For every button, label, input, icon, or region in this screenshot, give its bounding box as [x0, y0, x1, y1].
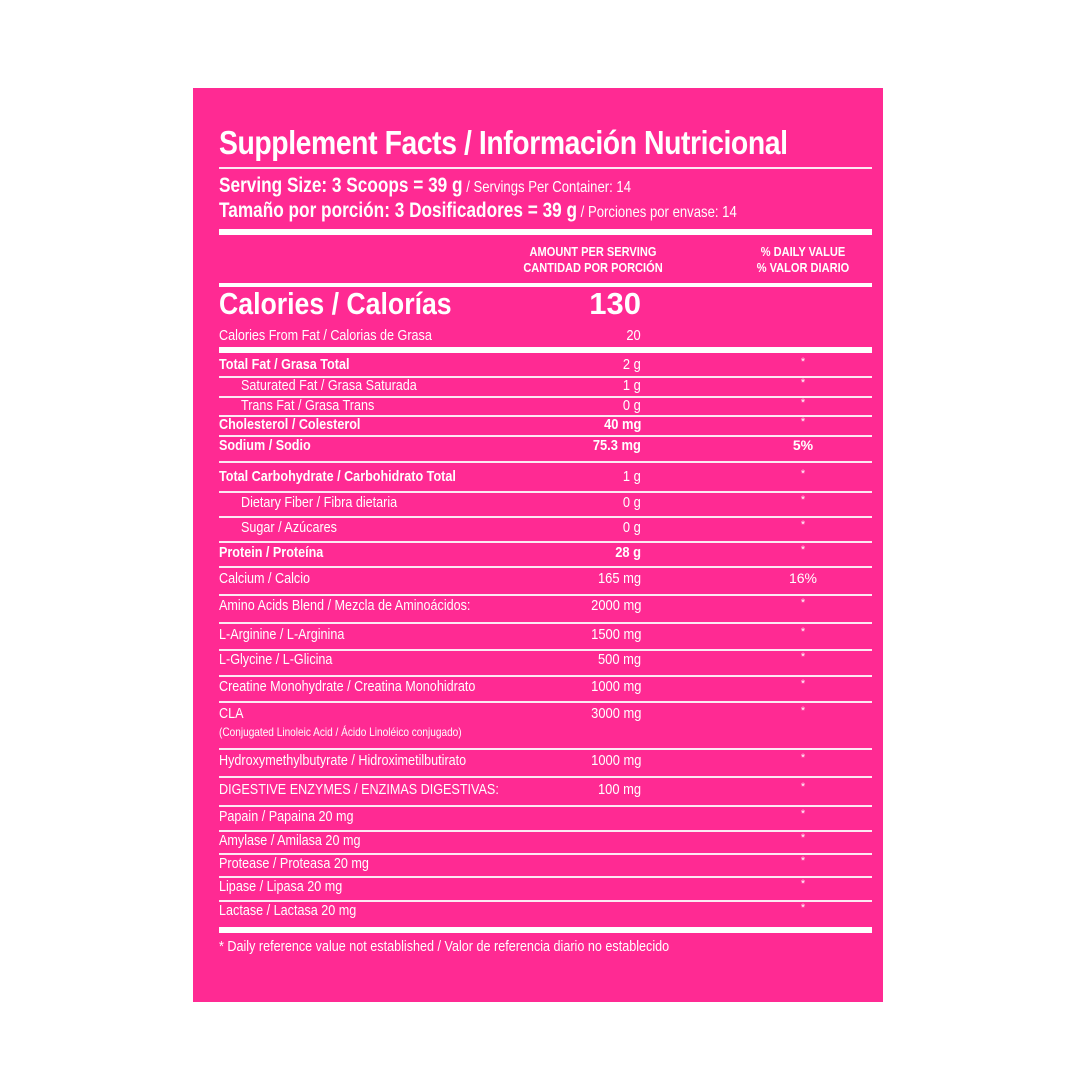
nutrient-label: Trans Fat / Grasa Trans — [241, 397, 375, 414]
nutrient-row-papain — [193, 808, 883, 828]
nutrient-daily-value: * — [800, 651, 806, 663]
nutrient-label: Sugar / Azúcares — [241, 519, 337, 536]
divider — [219, 167, 872, 169]
servings-per-container-es: / Porciones por envase: 14 — [577, 204, 737, 221]
nutrient-row-digestive-enzymes — [193, 781, 883, 801]
calories-label: Calories / Calorías — [219, 286, 452, 321]
serving-size-en — [219, 174, 631, 198]
label-title: Supplement Facts / Información Nutricional — [219, 124, 788, 161]
column-header-dv-en: % DAILY VALUE — [760, 244, 846, 259]
divider — [219, 622, 872, 624]
nutrient-label: L-Glycine / L-Glicina — [219, 651, 333, 668]
divider — [219, 675, 872, 677]
nutrient-row-dietary-fiber — [193, 494, 883, 514]
column-header-daily-value — [718, 244, 888, 276]
nutrient-row-trans-fat — [193, 397, 883, 417]
nutrient-label: Total Carbohydrate / Carbohidrato Total — [219, 468, 456, 485]
nutrient-label: Creatine Monohydrate / Creatina Monohidrato — [219, 678, 476, 695]
nutrient-daily-value: * — [800, 705, 806, 717]
divider — [219, 805, 872, 807]
divider — [219, 594, 872, 596]
nutrient-label: Sodium / Sodio — [219, 437, 311, 454]
serving-size-es — [219, 199, 737, 223]
divider — [219, 516, 872, 518]
nutrient-amount: 500 mg — [597, 651, 641, 668]
nutrient-daily-value: * — [800, 544, 806, 556]
nutrient-row-lactase — [193, 902, 883, 922]
column-header-amount-en: AMOUNT PER SERVING — [529, 244, 657, 259]
nutrient-daily-value: * — [800, 356, 806, 368]
nutrient-row-l-arginine — [193, 626, 883, 646]
nutrient-row-cholesterol — [193, 416, 883, 436]
nutrient-daily-value: * — [800, 902, 806, 914]
nutrient-amount: 100 mg — [597, 781, 641, 798]
serving-size-es-main: Tamaño por porción: 3 Dosificadores = 39 g — [219, 199, 578, 222]
column-header-amount-es: CANTIDAD POR PORCIÓN — [523, 260, 663, 275]
nutrient-amount: 1000 mg — [590, 752, 641, 769]
calories-from-fat-label: Calories From Fat / Calorias de Grasa — [219, 327, 432, 344]
nutrient-row-creatine-monohydrate — [193, 678, 883, 698]
divider-thick — [219, 927, 872, 933]
nutrient-daily-value: * — [800, 416, 806, 428]
calories-from-fat-value: 20 — [626, 327, 641, 344]
nutrient-sublabel: (Conjugated Linoleic Acid / Ácido Linoléico conjugado) — [219, 725, 462, 739]
nutrient-row-sugar — [193, 519, 883, 539]
nutrient-daily-value: * — [800, 626, 806, 638]
nutrient-label: Hydroxymethylbutyrate / Hidroximetilbutirato — [219, 752, 467, 769]
divider — [219, 461, 872, 463]
nutrient-amount: 1 g — [623, 377, 641, 394]
column-header-amount — [508, 244, 678, 276]
nutrient-amount: 165 mg — [597, 570, 641, 587]
divider — [219, 491, 872, 493]
nutrient-row-protease — [193, 855, 883, 875]
nutrient-amount: 1 g — [623, 468, 641, 485]
nutrient-label: Cholesterol / Colesterol — [219, 416, 361, 433]
nutrient-label: Total Fat / Grasa Total — [219, 356, 350, 373]
nutrient-daily-value: * — [800, 855, 806, 867]
nutrient-label: DIGESTIVE ENZYMES / ENZIMAS DIGESTIVAS: — [219, 781, 499, 798]
divider — [219, 566, 872, 568]
nutrient-label: Lipase / Lipasa 20 mg — [219, 878, 343, 895]
nutrient-amount: 2 g — [623, 356, 641, 373]
nutrient-row-amino-acids-blend — [193, 597, 883, 617]
nutrient-label: CLA — [219, 705, 244, 722]
nutrient-amount: 3000 mg — [590, 705, 641, 722]
divider-thick — [219, 347, 872, 353]
calories-value: 130 — [589, 286, 641, 321]
column-header-dv-es: % VALOR DIARIO — [756, 260, 850, 275]
nutrient-daily-value: * — [800, 878, 806, 890]
nutrient-row-calcium — [193, 570, 883, 590]
nutrient-row-sodium — [193, 437, 883, 457]
nutrient-amount: 1500 mg — [590, 626, 641, 643]
serving-size-en-main: Serving Size: 3 Scoops = 39 g — [219, 174, 463, 197]
nutrient-row-total-carbohydrate — [193, 468, 883, 488]
nutrient-amount: 2000 mg — [590, 597, 641, 614]
nutrient-label: L-Arginine / L-Arginina — [219, 626, 345, 643]
nutrient-amount: 0 g — [623, 397, 641, 414]
nutrient-label: Papain / Papaina 20 mg — [219, 808, 354, 825]
calories-from-fat-row — [193, 327, 883, 347]
nutrient-row-total-fat — [193, 356, 883, 376]
nutrient-daily-value: * — [800, 468, 806, 480]
nutrient-label: Protease / Proteasa 20 mg — [219, 855, 369, 872]
divider — [219, 776, 872, 778]
nutrient-amount: 28 g — [615, 544, 641, 561]
divider — [219, 748, 872, 750]
nutrient-daily-value: * — [800, 494, 806, 506]
nutrient-row-l-glycine — [193, 651, 883, 671]
nutrient-amount: 0 g — [623, 494, 641, 511]
nutrient-daily-value: * — [800, 832, 806, 844]
nutrient-daily-value: * — [800, 597, 806, 609]
nutrient-label: Amylase / Amilasa 20 mg — [219, 832, 361, 849]
nutrient-label: Amino Acids Blend / Mezcla de Aminoácidos: — [219, 597, 471, 614]
nutrient-daily-value: 5% — [792, 437, 814, 453]
nutrient-label: Lactase / Lactasa 20 mg — [219, 902, 357, 919]
nutrient-row-cla — [193, 705, 883, 745]
nutrient-label: Dietary Fiber / Fibra dietaria — [241, 494, 398, 511]
nutrient-daily-value: * — [800, 752, 806, 764]
divider-thick — [219, 229, 872, 235]
nutrient-daily-value: 16% — [788, 570, 818, 586]
nutrient-row-hmb — [193, 752, 883, 772]
nutrient-row-protein — [193, 544, 883, 564]
nutrient-row-amylase — [193, 832, 883, 852]
nutrient-daily-value: * — [800, 397, 806, 409]
supplement-facts-panel — [193, 88, 883, 1002]
nutrient-daily-value: * — [800, 377, 806, 389]
nutrient-amount: 75.3 mg — [592, 437, 641, 454]
nutrient-amount: 40 mg — [603, 416, 641, 433]
divider — [219, 701, 872, 703]
footnote: * Daily reference value not established / Valor de referencia diario no establecido — [219, 938, 670, 955]
nutrient-label: Protein / Proteína — [219, 544, 324, 561]
nutrient-label: Calcium / Calcio — [219, 570, 311, 587]
nutrient-label: Saturated Fat / Grasa Saturada — [241, 377, 417, 394]
nutrient-daily-value: * — [800, 519, 806, 531]
divider — [219, 541, 872, 543]
nutrient-row-lipase — [193, 878, 883, 898]
nutrient-amount: 0 g — [623, 519, 641, 536]
nutrient-daily-value: * — [800, 781, 806, 793]
nutrient-daily-value: * — [800, 678, 806, 690]
servings-per-container-en: / Servings Per Container: 14 — [462, 179, 632, 196]
nutrient-row-saturated-fat — [193, 377, 883, 397]
nutrient-daily-value: * — [800, 808, 806, 820]
nutrient-amount: 1000 mg — [590, 678, 641, 695]
